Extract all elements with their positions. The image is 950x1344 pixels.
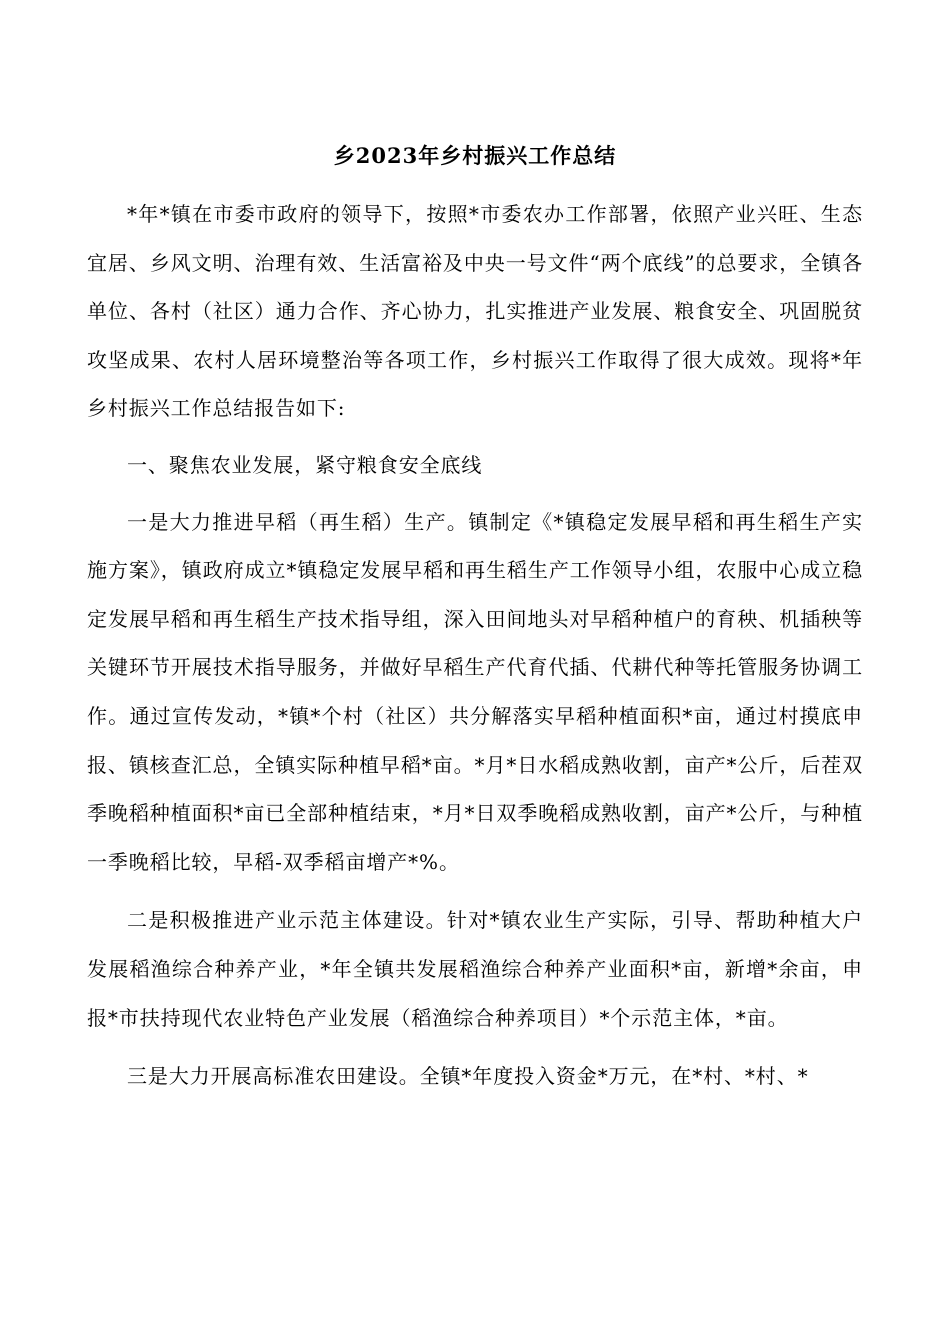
- section-heading: 一、聚焦农业发展，紧守粮食安全底线: [127, 452, 483, 477]
- paragraph-farmland: 三是大力开展高标准农田建设。全镇*年度投入资金*万元，在*村、*村、*: [127, 1064, 809, 1089]
- paragraph-early-rice: 一是大力推进早稻（再生稻）生产。镇制定《*镇稳定发展早稻和再生稻生产实施方案》，镇政府成立*镇稳定发展早稻和再生稻生产工作领导小组，农服中心成立稳定发展早稻和再生稻生产技术指导组，深入田间地头对早稻种植户的育秧、机插秧等关键环节开展技术指导服务，并做好早稻生产代育代插、代耕代种等托管服务协调工作。通过宣传发动，*镇*个村（社区）共分解落实早稻种植面积*亩，通过村摸底申报、镇核查汇总，全镇实际种植早稻*亩。*月*日水稻成熟收割，亩产*公斤，后茬双季晚稻种植面积*亩已全部种植结束，*月*日双季晚稻成熟收割，亩产*公斤，与种植一季晚稻比较，早稻-双季稻亩增产*%。: [87, 509, 863, 874]
- document-body: [87, 190, 863, 1101]
- intro-paragraph: *年*镇在市委市政府的领导下，按照*市委农办工作部署，依照产业兴旺、生态宜居、乡风文明、治理有效、生活富裕及中央一号文件“两个底线”的总要求，全镇各单位、各村（社区）通力合作、齐心协力，扎实推进产业发展、粮食安全、巩固脱贫攻坚成果、农村人居环境整治等各项工作，乡村振兴工作取得了很大成效。现将*年乡村振兴工作总结报告如下:: [87, 202, 863, 421]
- paragraph-demo-entities: 二是积极推进产业示范主体建设。针对*镇农业生产实际，引导、帮助种植大户发展稻渔综合种养产业，*年全镇共发展稻渔综合种养产业面积*亩，新增*余亩，申报*市扶持现代农业特色产业发展（稻渔综合种养项目）*个示范主体，*亩。: [87, 908, 863, 1030]
- document-title: 乡2023年乡村振兴工作总结: [333, 143, 617, 168]
